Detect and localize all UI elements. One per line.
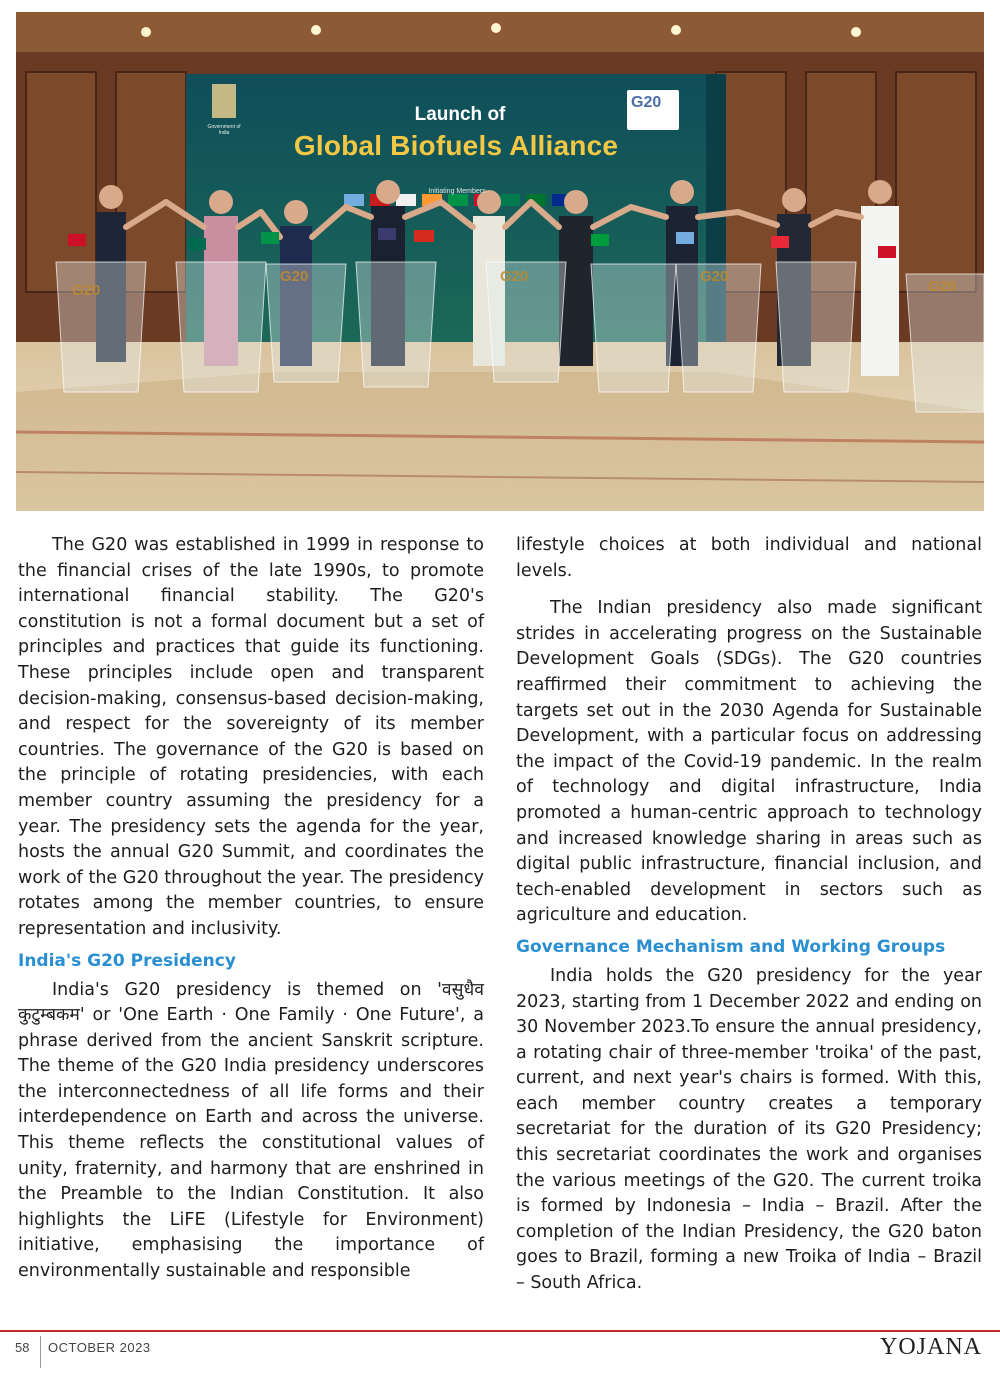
footer-rule (0, 1330, 1000, 1332)
banner-title-line1: Launch of (414, 104, 506, 125)
left-column (18, 533, 484, 1285)
magazine-name: YOJANA (880, 1334, 982, 1360)
banner-subtitle: Initiating Members (428, 188, 486, 195)
event-photo-scene (16, 12, 984, 511)
sdg-paragraph: The Indian presidency also made significant strides in accelerating progress on the Sustainable Development Goals (SDGs). The G20 countries reaffirmed their commitment to achieving the targets set out in the 2030 Agenda for Sustainable Development, with a particular focus on addressing the impact of the Covid-19 pandemic. In the realm of technology and digital infrastructure, India promoted a human-centric approach to technology and increased knowledge sharing in areas such as digital public infrastructure, financial inclusion, and tech-enabled development in sectors such as agriculture and education. (516, 598, 982, 926)
footer-divider (40, 1336, 41, 1368)
section-heading-governance: Governance Mechanism and Working Groups (516, 936, 946, 957)
page-number: 58 (15, 1340, 30, 1355)
intro-paragraph: The G20 was established in 1999 in response to the financial crises of the late 1990s, to promote international financial stability. The G20's constitution is not a formal document but a set of principles and practices that guide its functioning. These principles include open and transparent decision-making, consensus-based decision-making, and respect for the sovereignty of its member countries. The governance of the G20 is based on the principle of rotating presidencies, with each member country assuming the presidency for a year. The presidency sets the agenda for the year, hosts the annual G20 Summit, and coordinates the work of the G20 throughout the year. The presidency rotates among the member countries, to ensure representation and inclusivity. (18, 535, 484, 939)
govt-caption: Government of India (207, 124, 241, 136)
continuation-paragraph: lifestyle choices at both individual and national levels. (516, 535, 982, 581)
event-photo (16, 12, 984, 511)
governance-paragraph: India holds the G20 presidency for the year 2023, starting from 1 December 2022 and ending on 30 November 2023.To ensure the annual presidency, a rotating chair of three-member 'troika' of the past, current, and next year's chairs is formed. With this, each member country creates a temporary secretariat for the duration of its G20 Presidency; this secretariat coordinates the work and organises the various meetings of the G20. The current troika is formed by Indonesia – India – Brazil. After the completion of the Indian Presidency, the G20 baton goes to Brazil, forming a new Troika of India – Brazil – South Africa. (516, 965, 982, 1294)
podium-g20-label: G20 (928, 278, 957, 295)
g20-logo (627, 90, 679, 130)
right-column (516, 533, 982, 1297)
podium-g20-label: G20 (500, 268, 529, 285)
podium-g20-label: G20 (72, 282, 101, 299)
g20-logo-text: G20 (631, 94, 662, 111)
issue-date: OCTOBER 2023 (48, 1340, 151, 1355)
podium-g20-label: G20 (700, 268, 729, 285)
banner-title-line2: Global Biofuels Alliance (293, 130, 619, 161)
presidency-paragraph: India's G20 presidency is themed on 'वसुधैव कुटुम्बकम' or 'One Earth · One Family · One Future', a phrase derived from the ancient Sanskrit scripture. The theme of the G20 India presidency underscores the interconnectedness of all life forms and their interdependence on Earth and across the universe. This theme reflects the constitutional values of unity, fraternity, and harmony that are enshrined in the Preamble to the Indian Constitution. It also highlights the LiFE (Lifestyle for Environment) initiative, emphasising the importance of environmentally sustainable and responsible (18, 979, 484, 1282)
section-heading-india-presidency: India's G20 Presidency (18, 950, 236, 971)
podium-g20-label: G20 (280, 268, 309, 285)
